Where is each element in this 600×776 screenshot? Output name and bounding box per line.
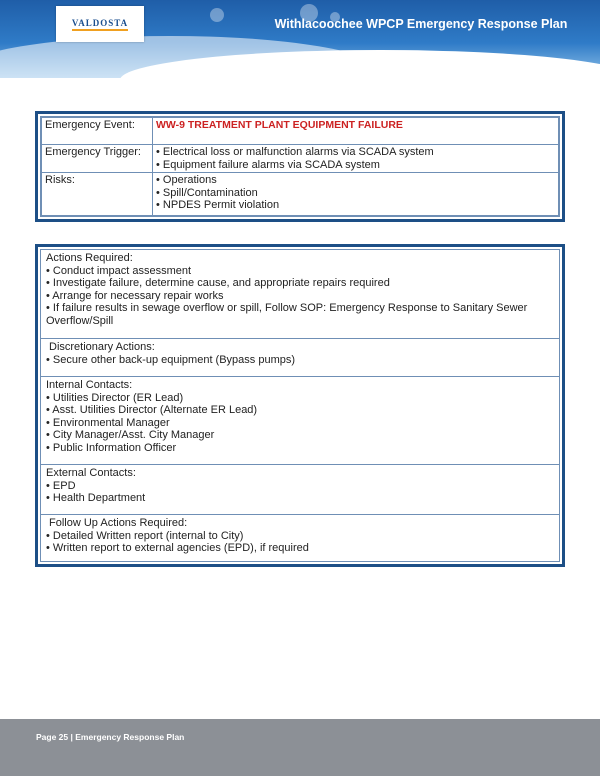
table-row xyxy=(42,145,559,173)
section-title: External Contacts: xyxy=(46,467,136,479)
page-header xyxy=(0,0,600,78)
trigger-cell xyxy=(153,145,559,173)
section-title: Actions Required: xyxy=(46,252,133,264)
list-item: • NPDES Permit violation xyxy=(156,199,280,211)
list-item: • Equipment failure alarms via SCADA system xyxy=(156,158,380,171)
page-footer xyxy=(0,719,600,776)
actions-inner xyxy=(40,249,560,562)
list-item: • City Manager/Asst. City Manager xyxy=(46,429,215,441)
list-item: • Environmental Manager xyxy=(46,416,170,429)
bubble-decoration xyxy=(210,8,224,22)
emergency-info-inner xyxy=(40,116,560,217)
list-item: • Spill/Contamination xyxy=(156,186,258,199)
emergency-info-panel xyxy=(35,111,565,222)
emergency-info-table xyxy=(41,117,559,216)
list-item: • Arrange for necessary repair works xyxy=(46,289,224,302)
risks-cell xyxy=(153,173,559,216)
event-title: WW-9 TREATMENT PLANT EQUIPMENT FAILURE xyxy=(156,119,403,131)
logo-text: VALDOSTA xyxy=(72,18,128,31)
list-item: • Public Information Officer xyxy=(46,441,177,454)
list-item: • Detailed Written report (internal to City) xyxy=(46,529,244,542)
internal-contacts-section xyxy=(41,377,559,465)
list-item: • Health Department xyxy=(46,492,146,504)
list-item: • Utilities Director (ER Lead) xyxy=(46,391,184,404)
list-item: • Asst. Utilities Director (Alternate ER Lead) xyxy=(46,404,258,416)
list-item: • Conduct impact assessment xyxy=(46,264,192,277)
section-title: Discretionary Actions: xyxy=(49,341,155,353)
follow-up-actions-section xyxy=(41,515,559,559)
section-title: Follow Up Actions Required: xyxy=(49,517,188,529)
footer-text: Page 25 | Emergency Response Plan xyxy=(36,732,185,742)
list-item: • Operations xyxy=(156,174,217,186)
header-title: Withlacoochee WPCP Emergency Response Plan xyxy=(274,17,568,31)
table-row xyxy=(42,173,559,216)
event-label: Emergency Event: xyxy=(42,118,153,145)
trigger-label: Emergency Trigger: xyxy=(42,145,153,173)
event-value-cell xyxy=(153,118,559,145)
actions-required-section xyxy=(41,250,559,339)
valdosta-logo xyxy=(56,6,144,42)
discretionary-actions-section xyxy=(41,339,559,377)
list-item: • Electrical loss or malfunction alarms via SCADA system xyxy=(156,146,434,158)
list-item: • Written report to external agencies (EPD), if required xyxy=(46,542,309,554)
list-item: • If failure results in sewage overflow or spill, Follow SOP: Emergency Response to Sanitary Sewer Overflow/Spill xyxy=(46,302,528,327)
list-item: • Secure other back-up equipment (Bypass pumps) xyxy=(46,353,296,366)
actions-panel xyxy=(35,244,565,567)
section-title: Internal Contacts: xyxy=(46,379,133,391)
list-item: • Investigate failure, determine cause, and appropriate repairs required xyxy=(46,277,390,289)
table-row xyxy=(42,118,559,145)
external-contacts-section xyxy=(41,465,559,515)
list-item: • EPD xyxy=(46,479,76,492)
risks-label: Risks: xyxy=(42,173,153,216)
